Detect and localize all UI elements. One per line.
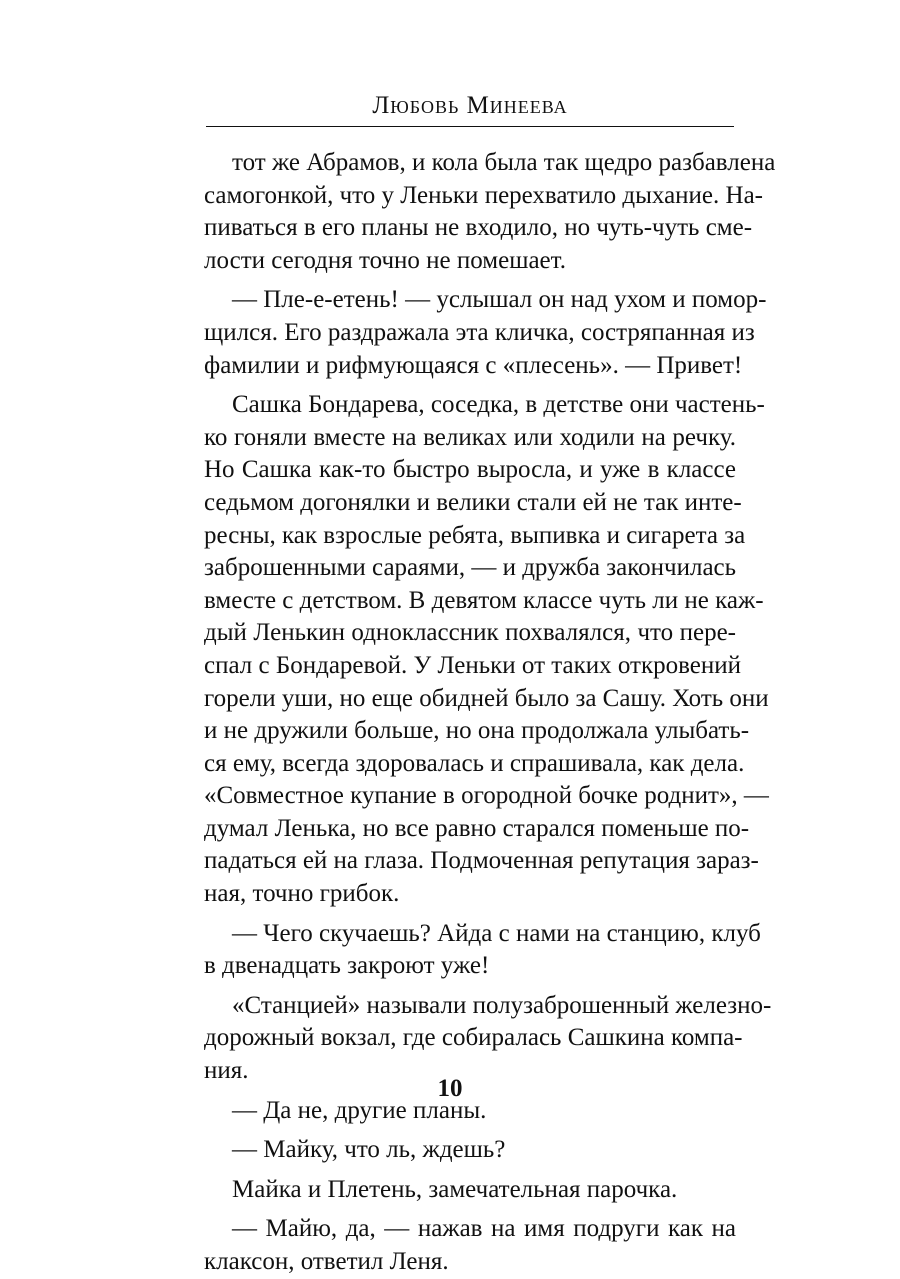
text-line: — Чего скучаешь? Айда с нами на станцию, клуб (232, 919, 761, 947)
paragraph (204, 1134, 736, 1167)
page-number: 10 (437, 1075, 463, 1102)
body-text (204, 147, 776, 1279)
text-line: думал Ленька, но все равно старался поменьше по- (204, 814, 750, 842)
text-line: пиваться в его планы не входило, но чуть-чуть сме- (204, 214, 753, 242)
paragraph-gap (204, 1206, 736, 1213)
text-line: дорожный вокзал, где собиралась Сашкина компа- (204, 1024, 743, 1052)
text-line: дый Ленькин одноклассник похвалялся, что пере- (204, 619, 736, 647)
paragraph-gap (204, 983, 736, 990)
text-line: — Пле-е-етень! — услышал он над ухом и помор- (232, 286, 767, 314)
text-line: заброшенными сараями, — и дружба закончилась (204, 554, 737, 582)
text-line: ся ему, всегда здоровалась и спрашивала, как дела. (204, 749, 745, 777)
paragraph (204, 389, 769, 911)
text-line: спал с Бондаревой. У Леньки от таких откровений (204, 651, 741, 679)
paragraph (204, 990, 772, 1088)
paragraph (204, 284, 767, 382)
paragraph-gap (204, 1127, 736, 1134)
text-line: клаксон, ответил Леня. (204, 1248, 449, 1275)
paragraph (204, 147, 776, 277)
paragraph-gap (204, 382, 736, 389)
text-line: вместе с детством. В девятом классе чуть ли не каж- (204, 586, 764, 614)
text-line: ресны, как взрослые ребята, выпивка и сигарета за (204, 521, 746, 549)
text-line: Сашка Бондарева, соседка, в детстве они частень- (232, 391, 765, 419)
text-line: в двенадцать закроют уже! (204, 952, 490, 980)
text-line: и не дружили больше, но она продолжала улыбать- (204, 717, 750, 745)
paragraph-gap (204, 1167, 736, 1174)
text-line: лости сегодня точно не помешает. (204, 246, 566, 274)
paragraph-gap (204, 911, 736, 918)
text-line: Но Сашка как-то быстро выросла, и уже в классе (204, 456, 736, 484)
text-line: падаться ей на глаза. Подмоченная репутация зараз- (204, 847, 759, 875)
text-line: тот же Абрамов, и кола была так щедро разбавлена (232, 149, 776, 176)
text-line: — Да не, другие планы. (232, 1096, 487, 1124)
running-head-author: Любовь Минеева (372, 92, 568, 119)
text-line: самогонкой, что у Леньки перехватило дыхание. На- (204, 181, 763, 209)
text-line: щился. Его раздражала эта кличка, состряпанная из (204, 318, 755, 346)
text-line: горели уши, но еще обидней было за Сашу. Хоть они (204, 684, 769, 712)
text-line: — Майю, да, — нажав на имя подруги как на (232, 1215, 736, 1243)
paragraph (204, 1174, 736, 1207)
header-rule (206, 126, 734, 127)
paragraph-gap (204, 277, 736, 284)
text-line: фамилии и рифмующаяся с «плесень». — Привет! (204, 351, 743, 379)
text-line: ная, точно грибок. (204, 880, 400, 908)
paragraph (204, 918, 761, 983)
text-line: — Майку, что ль, ждешь? (232, 1136, 506, 1164)
text-line: «Станцией» называли полузаброшенный железно- (232, 991, 772, 1019)
text-line: «Совместное купание в огородной бочке роднит», — (204, 782, 769, 810)
text-line: седьмом догонялки и велики стали ей не так инте- (204, 488, 742, 516)
text-line: ния. (204, 1057, 249, 1085)
paragraph (204, 1213, 736, 1278)
text-line: ко гоняли вместе на великах или ходили на речку. (204, 423, 736, 451)
text-line: Майка и Плетень, замечательная парочка. (232, 1175, 678, 1203)
